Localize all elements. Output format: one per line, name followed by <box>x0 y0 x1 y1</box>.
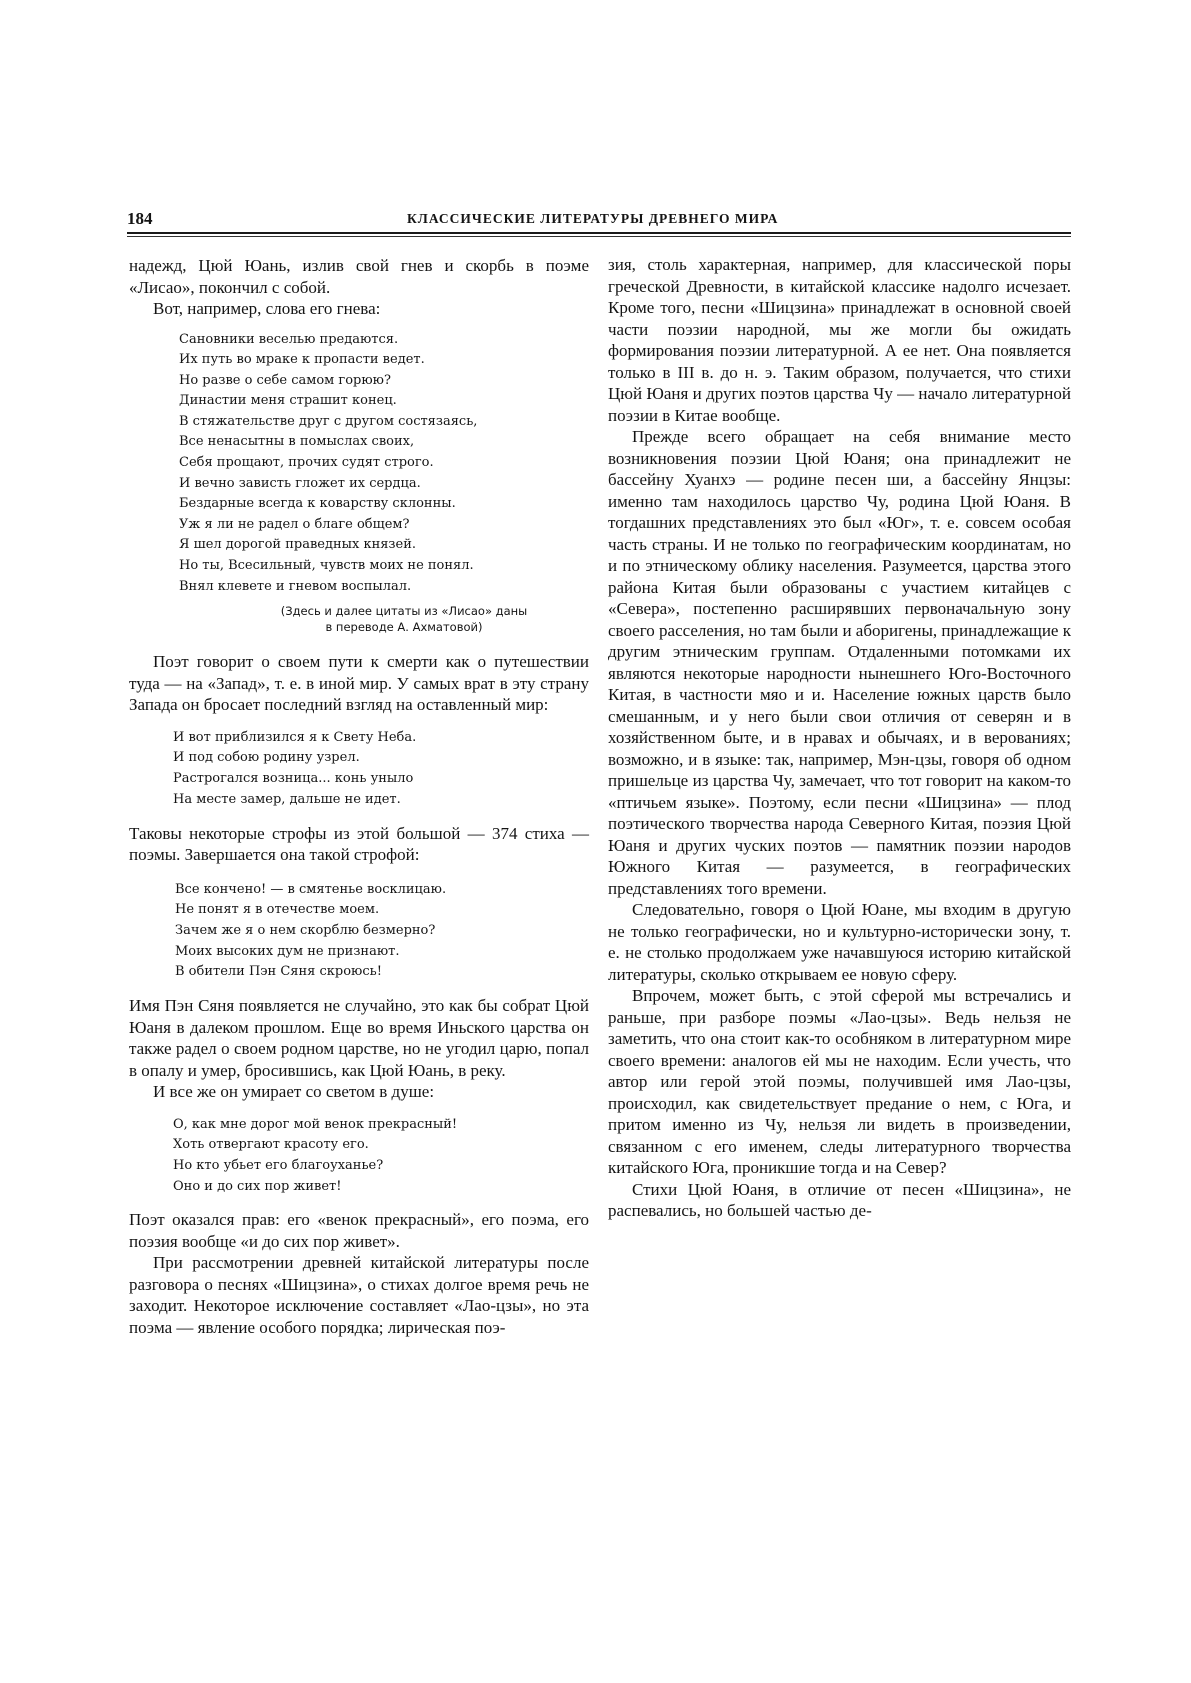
paragraph: Поэт говорит о своем пути к смерти как о путешествии туда — на «Запад», т. е. в иной мир. У самых врат в эту страну Запада он бросает последний взгляд на оставленный мир: <box>129 652 589 715</box>
right-column <box>608 254 1071 1222</box>
paragraph: Поэт оказался прав: его «венок прекрасный», его поэма, его поэзия вообще «и до сих пор живет». <box>129 1210 589 1251</box>
running-title: КЛАССИЧЕСКИЕ ЛИТЕРАТУРЫ ДРЕВНЕГО МИРА <box>407 211 779 226</box>
poem-line: Моих высоких дум не признают. <box>175 943 400 959</box>
paragraph: Прежде всего обращает на себя внимание место возникновения поэзии Цюй Юаня; она принадлежит не бассейну Хуанхэ — родине песен ши, а бассейну Янцзы: именно там находилось царство Чу, родина Цюй Юаня. В тогдашних представлениях это был «Юг», т. е. совсем особая часть страны. И не только по географическим координатам, но и по этническому облику населения. Разумеется, царства этого района Китая были образованы с участием китайцев с «Севера», постепенно расширявших первоначальную зону своего расселения, но там были и аборигены, принадлежащие к другим этническим группам. Отдаленными потомками их являются некоторые народности нынешнего Юго-Восточного Китая, в частности мяо и и. Население южных царств было смешанным, и у него были свои отличия от северян и в хозяйственном быте, и в нравах и обычаях, и в верованиях; возможно, и в языке: так, например, Мэн-цзы, говоря об одном пришельце из царства Чу, замечает, что тот говорит на каком-то «птичьем языке». Поэтому, если песни «Шицзина» — плод поэтического творчества народа Северного Китая, поэзия Цюй Юаня и других чуских поэтов — памятник поэзии народов Южного Китая — разумеется, в географических представлениях того времени. <box>608 427 1071 898</box>
paragraph: надежд, Цюй Юань, излив свой гнев и скорбь в поэме «Лисао», покончил с собой. <box>129 256 589 297</box>
poem-line: На месте замер, дальше не идет. <box>173 791 401 807</box>
poem-line: Все кончено! — в смятенье восклицаю. <box>175 881 447 897</box>
poem-line: Уж я ли не радел о благе общем? <box>179 516 410 532</box>
poem-line: В стяжательстве друг с другом состязаясь, <box>179 413 478 429</box>
poem-line: Оно и до сих пор живет! <box>173 1178 342 1194</box>
poem-line: Сановники веселью предаются. <box>179 331 399 347</box>
poem-line: Растрогался возница... конь уныло <box>173 771 414 787</box>
poem-line: О, как мне дорог мой венок прекрасный! <box>173 1116 458 1132</box>
poem-line: И под собою родину узрел. <box>173 750 360 766</box>
poem-line: Хоть отвергают красоту его. <box>173 1137 369 1153</box>
poem-line: Я шел дорогой праведных князей. <box>179 537 417 553</box>
translation-source-note: (Здесь и далее цитаты из «Лисао» даны в переводе А. Ахматовой) <box>280 604 528 635</box>
paragraph: зия, столь характерная, например, для классической поры греческой Древности, в китайской классике надолго исчезает. Кроме того, песни «Шицзина» принадлежат в основной своей части поэзии народной, мы же могли бы ожидать формирования поэзии литературной. А ее нет. Она появляется только в III в. до н. э. Таким образом, получается, что стихи Цюй Юаня и других поэтов царства Чу — начало литературной поэзии в Китае вообще. <box>608 255 1071 425</box>
poem-line: Внял клевете и гневом воспылал. <box>179 578 412 594</box>
poem-excerpt <box>175 880 589 984</box>
poem-line: Но кто убьет его благоуханье? <box>173 1157 384 1173</box>
header-rule-thin <box>127 236 1071 237</box>
poem-line: Не понят я в отечестве моем. <box>175 902 380 918</box>
poem-excerpt <box>179 330 589 598</box>
paragraph: При рассмотрении древней китайской литературы после разговора о песнях «Шицзина», о стихах долгое время речь не заходит. Некоторое исключение составляет «Лао-цзы», но эта поэма — явление особого порядка; лирическая поэ- <box>129 1253 589 1337</box>
poem-line: Их путь во мраке к пропасти ведет. <box>179 352 425 368</box>
poem-line: Бездарные всегда к коварству склонны. <box>179 496 456 512</box>
left-column <box>129 255 589 1338</box>
paragraph: Следовательно, говоря о Цюй Юане, мы входим в другую не только географически, но и культурно-исторически зону, т. е. не столько продолжаем уже начавшуюся историю китайской литературы, сколько открываем ее новую сферу. <box>608 900 1071 984</box>
poem-line: Себя прощают, прочих судят строго. <box>179 455 434 471</box>
paragraph: Имя Пэн Сяня появляется не случайно, это как бы собрат Цюй Юаня в далеком прошлом. Еще во время Иньского царства он также радел о своем родном царстве, но не угодил царю, попал в опалу и умер, бросившись, как Цюй Юань, в реку. <box>129 996 589 1080</box>
poem-excerpt <box>173 1115 589 1198</box>
paragraph: Впрочем, может быть, с этой сферой мы встречались и раньше, при разборе поэмы «Лао-цзы». Ведь нельзя не заметить, что она стоит как-то особняком в литературном мире своего времени: аналогов ей мы не находим. Если учесть, что автор или герой этой поэмы, получившей имя Лао-цзы, происходил, как свидетельствует предание о нем, с Юга, и притом именно из Чу, нельзя ли видеть в произведении, связанном с его именем, следы литературного творчества китайского Юга, проникшие тогда и на Север? <box>608 986 1071 1177</box>
poem-line: И вот приблизился я к Свету Неба. <box>173 729 417 745</box>
paragraph: Вот, например, слова его гнева: <box>153 299 381 318</box>
paragraph: Стихи Цюй Юаня, в отличие от песен «Шицзина», не распевались, но большей частью де- <box>608 1179 1071 1220</box>
paragraph: Таковы некоторые строфы из этой большой — 374 стиха — поэмы. Завершается она такой строфой: <box>129 823 589 865</box>
poem-line: Но разве о себе самом горюю? <box>179 372 391 388</box>
page-number: 184 <box>127 209 153 228</box>
poem-line: Но ты, Всесильный, чувств моих не понял. <box>179 558 474 574</box>
poem-line: И вечно зависть гложет их сердца. <box>179 475 421 491</box>
paragraph: И все же он умирает со светом в душе: <box>153 1082 435 1102</box>
poem-line: Все ненасытны в помыслах своих, <box>179 434 415 450</box>
poem-line: В обители Пэн Сяня скроюсь! <box>175 964 382 980</box>
poem-line: Династии меня страшит конец. <box>179 393 397 409</box>
header-rule-thick <box>127 232 1071 234</box>
page-header <box>127 209 1071 233</box>
poem-excerpt <box>173 728 589 811</box>
poem-line: Зачем же я о нем скорблю безмерно? <box>175 922 436 938</box>
